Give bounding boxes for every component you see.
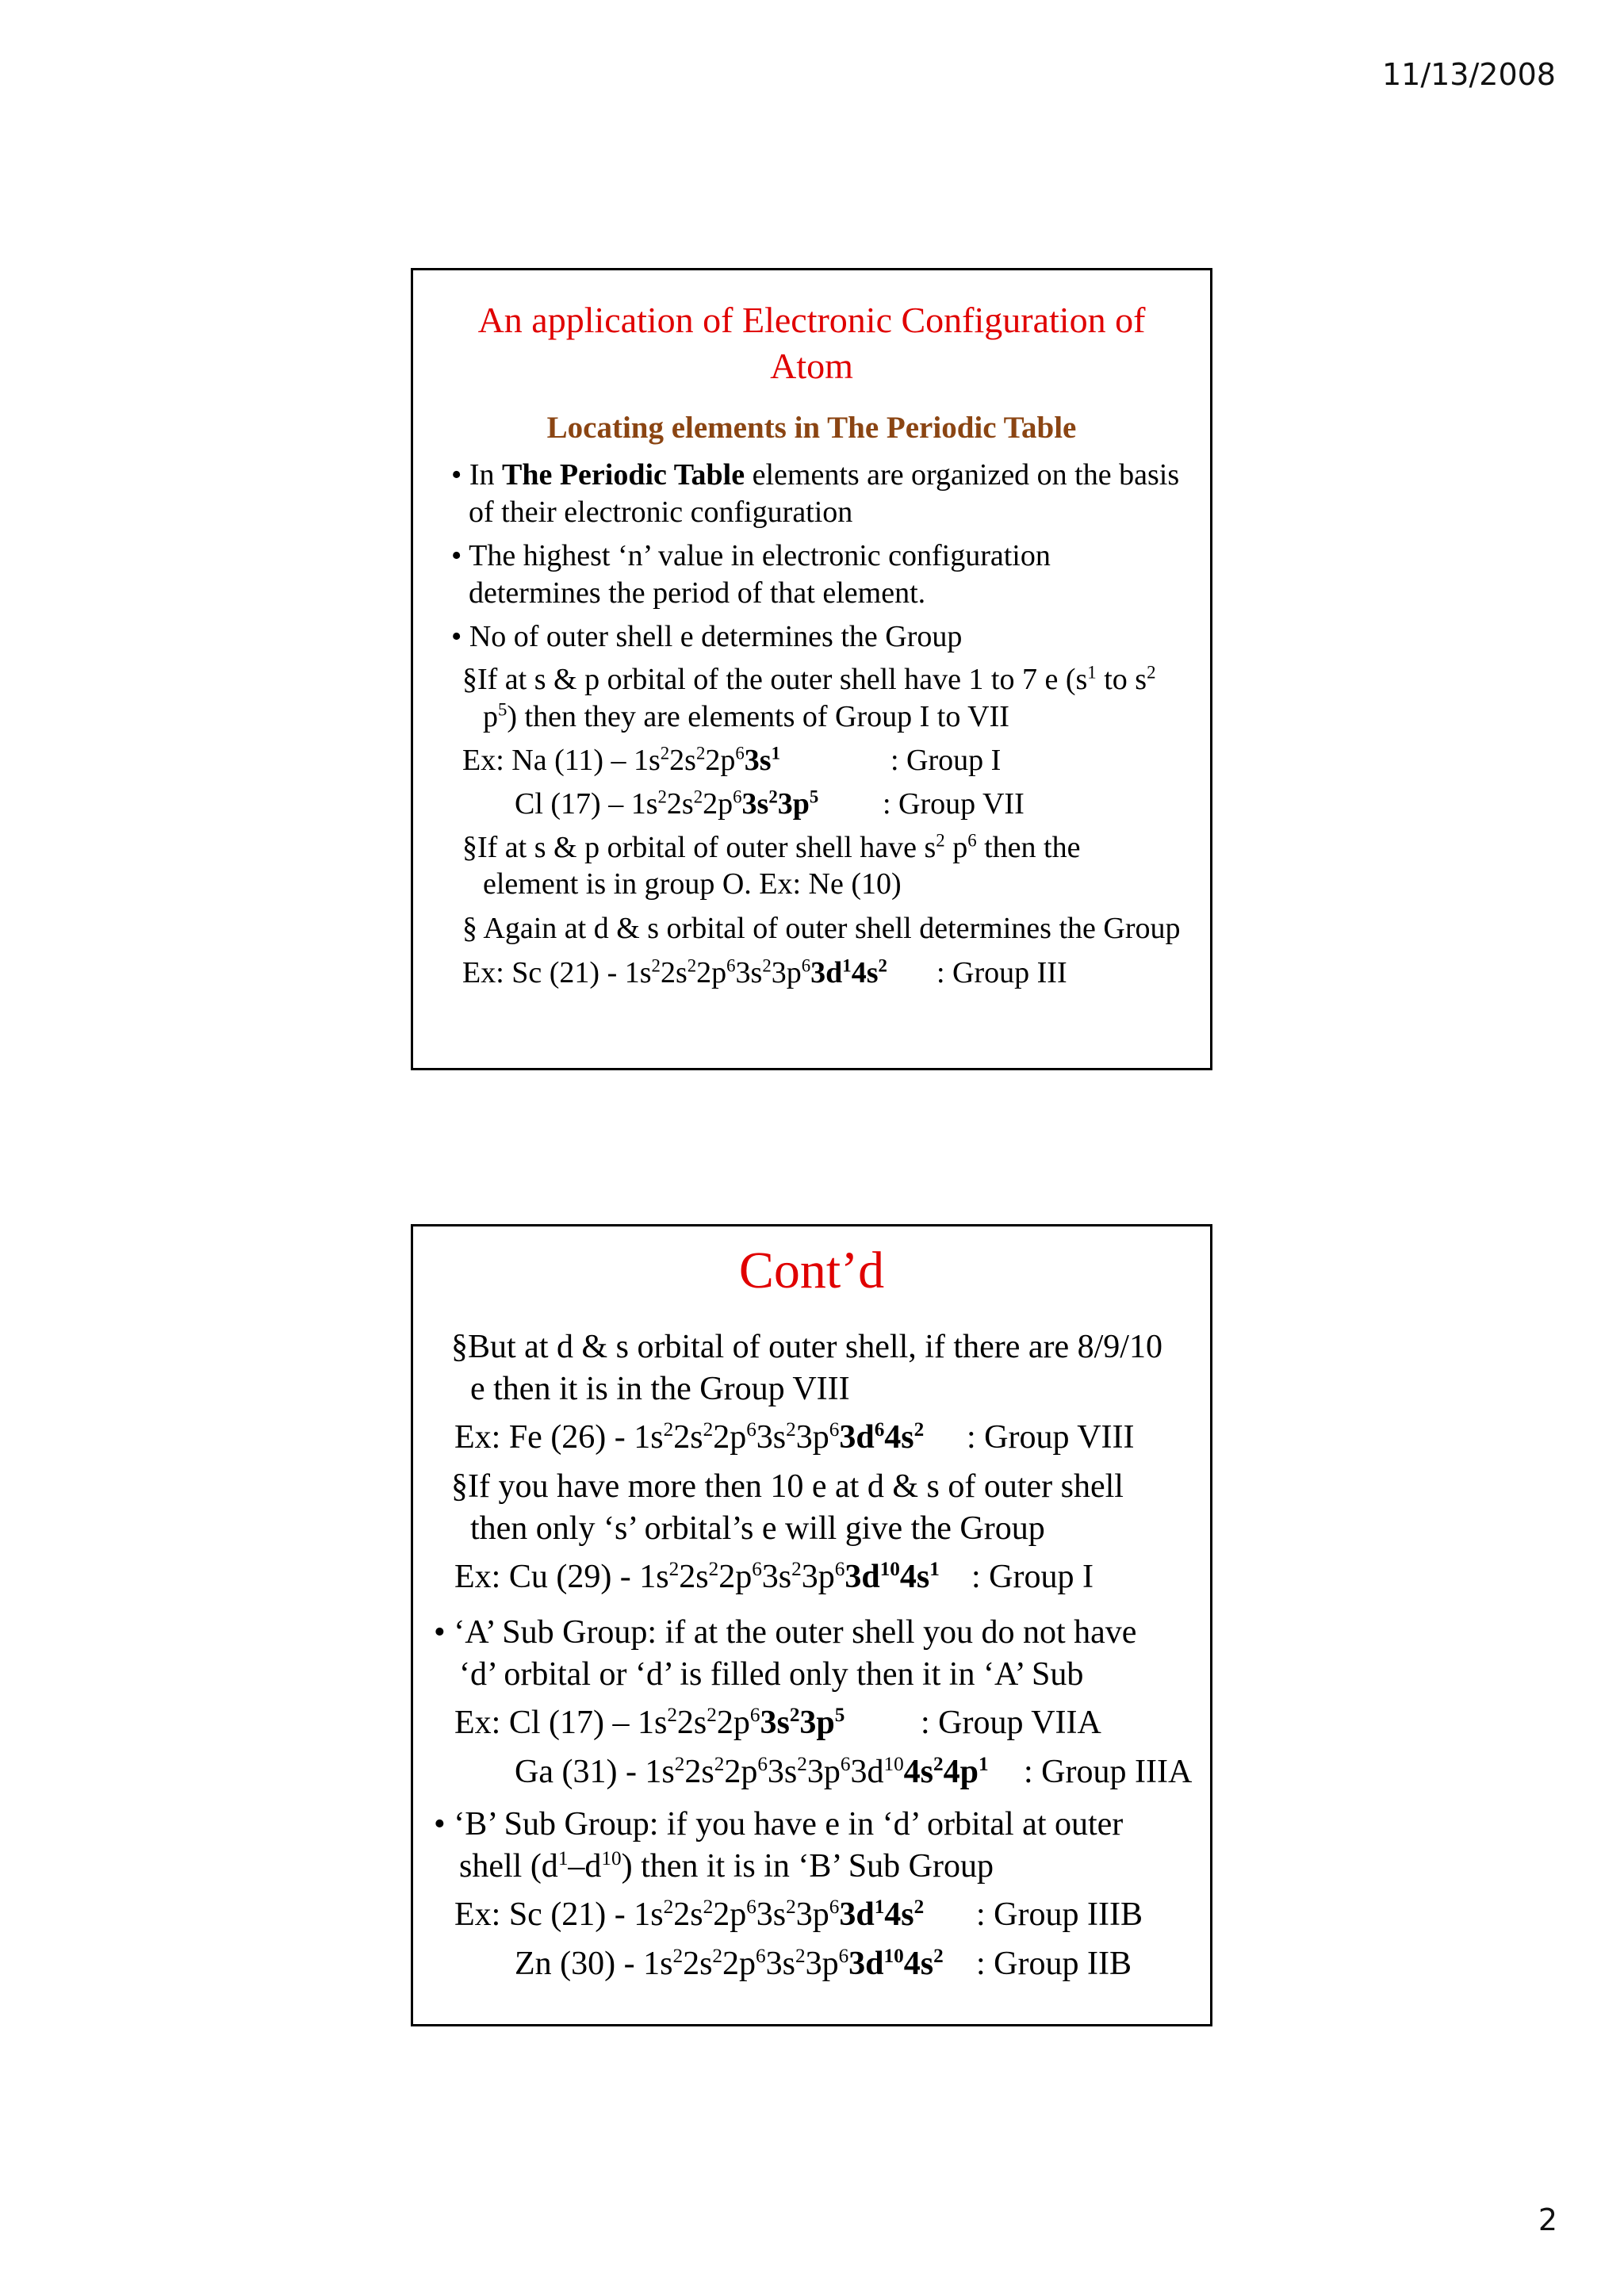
group-label: : Group I bbox=[971, 1559, 1094, 1595]
bullet-a-sub-group-line-2: ‘d’ orbital or ‘d’ is filled only then it in ‘A’ Sub bbox=[459, 1656, 1084, 1693]
group-label: : Group IIB bbox=[976, 1946, 1132, 1982]
text: 2p bbox=[724, 1754, 758, 1790]
example-scandium-iiib bbox=[454, 1896, 924, 1934]
example-sodium bbox=[462, 743, 780, 778]
text: The highest ‘n’ value in electronic configuration bbox=[469, 539, 1051, 572]
sup: 6 bbox=[801, 955, 811, 976]
text: If at s & p orbital of outer shell have s bbox=[477, 831, 936, 864]
bullet-outer-shell bbox=[451, 619, 962, 654]
sup: 2 bbox=[786, 1419, 796, 1441]
sup: 6 bbox=[746, 1419, 756, 1441]
bold-text: 3s bbox=[741, 787, 769, 821]
sup: 6 bbox=[733, 786, 742, 807]
sup: 6 bbox=[840, 1754, 851, 1775]
text: Ex: Sc (21) - 1s bbox=[454, 1896, 664, 1933]
text: In bbox=[469, 458, 502, 492]
bullet-highest-n-line-2: determines the period of that element. bbox=[469, 576, 926, 610]
sub-point-group-viii-line-2: e then it is in the Group VIII bbox=[470, 1371, 850, 1407]
text: p bbox=[944, 831, 968, 864]
sup: 10 bbox=[601, 1848, 622, 1869]
text: to s bbox=[1096, 663, 1147, 696]
bold-text: 3s bbox=[760, 1705, 790, 1741]
section-marker: § bbox=[462, 831, 477, 864]
text: 3s bbox=[756, 1896, 787, 1933]
bullet-marker: • bbox=[434, 1806, 446, 1843]
text: Again at d & s orbital of outer shell determines the Group bbox=[477, 912, 1181, 945]
sup: 10 bbox=[879, 1559, 900, 1580]
sup: 2 bbox=[768, 786, 778, 807]
sup: 6 bbox=[829, 1419, 840, 1441]
sub-point-group-viii bbox=[451, 1328, 1162, 1366]
slide-1 bbox=[411, 268, 1212, 1070]
text: Ex: Na (11) – 1s bbox=[462, 744, 661, 777]
example-gallium bbox=[515, 1753, 989, 1791]
slide-2 bbox=[411, 1224, 1212, 2026]
sup: 2 bbox=[651, 955, 661, 976]
section-marker: § bbox=[451, 1468, 468, 1505]
bullet-periodic-table bbox=[451, 457, 1179, 492]
sup: 1 bbox=[771, 743, 780, 763]
text: shell (d bbox=[459, 1848, 558, 1885]
text: 2p bbox=[722, 1946, 756, 1982]
text: 2s bbox=[666, 787, 694, 821]
sup: 2 bbox=[791, 1559, 802, 1580]
text: 2p bbox=[705, 744, 736, 777]
sup: 2 bbox=[703, 1419, 714, 1441]
text: 3p bbox=[795, 1896, 829, 1933]
sup: 6 bbox=[752, 1559, 762, 1580]
sup: 5 bbox=[498, 699, 508, 720]
sup: 2 bbox=[695, 743, 706, 763]
sub-point-group-zero-line-2: element is in group O. Ex: Ne (10) bbox=[483, 867, 902, 901]
text: 3p bbox=[805, 1946, 839, 1982]
text: 2p bbox=[713, 1896, 747, 1933]
sub-point-more-than-ten bbox=[451, 1468, 1124, 1506]
sup: 6 bbox=[756, 1946, 766, 1967]
bold-text: 4s bbox=[903, 1754, 934, 1790]
sup: 2 bbox=[668, 1559, 680, 1580]
text: Ga (31) - 1s bbox=[515, 1754, 675, 1790]
text: 3s bbox=[735, 956, 763, 989]
sub-point-d-s-orbital bbox=[462, 911, 1180, 946]
group-label: : Group IIIA bbox=[1024, 1754, 1193, 1790]
sup: 6 bbox=[834, 1559, 845, 1580]
sup: 2 bbox=[674, 1754, 685, 1775]
sup: 1 bbox=[874, 1896, 885, 1918]
sup: 10 bbox=[883, 1946, 904, 1967]
sup: 2 bbox=[708, 1559, 719, 1580]
text: If at s & p orbital of the outer shell have 1 to 7 e (s bbox=[477, 663, 1088, 696]
bold-text: 3d bbox=[839, 1896, 875, 1933]
sup: 6 bbox=[735, 743, 745, 763]
sup: 2 bbox=[797, 1754, 807, 1775]
sub-point-more-than-ten-line-2: then only ‘s’ orbital’s e will give the Group bbox=[470, 1510, 1045, 1547]
page-number: 2 bbox=[1538, 2202, 1557, 2237]
bold-text: 3d bbox=[845, 1559, 880, 1595]
bold-text: 4p bbox=[943, 1754, 979, 1790]
text: then the bbox=[976, 831, 1081, 864]
sup: 5 bbox=[809, 786, 819, 807]
text: 2s bbox=[673, 1419, 703, 1456]
text: 3d bbox=[850, 1754, 884, 1790]
example-iron bbox=[454, 1418, 924, 1456]
sup: 1 bbox=[557, 1848, 569, 1869]
text: 3p bbox=[771, 956, 802, 989]
text: ‘B’ Sub Group: if you have e in ‘d’ orbital at outer bbox=[454, 1806, 1124, 1843]
sup: 2 bbox=[933, 1754, 944, 1775]
sup: 1 bbox=[1087, 662, 1097, 683]
bold-text: 3p bbox=[777, 787, 810, 821]
text: 2p bbox=[703, 787, 733, 821]
slide-1-subtitle: Locating elements in The Periodic Table bbox=[546, 411, 1077, 445]
bold-text: 4s bbox=[903, 1946, 934, 1982]
slide-2-title: Cont’d bbox=[738, 1242, 885, 1299]
example-chlorine bbox=[515, 786, 818, 821]
text: 3p bbox=[801, 1559, 835, 1595]
sub-point-s-p-orbital bbox=[462, 662, 1155, 697]
sup: 2 bbox=[795, 1946, 806, 1967]
sup: 2 bbox=[712, 1946, 723, 1967]
text: 2s bbox=[669, 744, 696, 777]
sup: 2 bbox=[914, 1896, 925, 1918]
sup: 2 bbox=[1147, 662, 1156, 683]
bold-text: 3d bbox=[848, 1946, 884, 1982]
sup: 2 bbox=[789, 1705, 800, 1726]
text: p bbox=[483, 700, 498, 733]
sup: 2 bbox=[933, 1946, 944, 1967]
sup: 6 bbox=[874, 1419, 885, 1441]
sup: 2 bbox=[936, 830, 945, 851]
sup: 6 bbox=[829, 1896, 840, 1918]
text: ) then they are elements of Group I to VII bbox=[507, 700, 1009, 733]
text: 3s bbox=[761, 1559, 792, 1595]
sup: 6 bbox=[838, 1946, 849, 1967]
sup: 1 bbox=[978, 1754, 989, 1775]
bullet-a-sub-group bbox=[434, 1613, 1136, 1651]
sup: 2 bbox=[878, 955, 887, 976]
text: But at d & s orbital of outer shell, if there are 8/9/10 bbox=[468, 1329, 1162, 1365]
example-chlorine-viia bbox=[454, 1704, 845, 1742]
text: Cl (17) – 1s bbox=[515, 787, 658, 821]
text: –d bbox=[568, 1848, 602, 1885]
group-label: : Group VII bbox=[883, 787, 1025, 821]
bold-text: 4s bbox=[884, 1419, 914, 1456]
text: Ex: Cl (17) – 1s bbox=[454, 1705, 668, 1741]
sup: 2 bbox=[660, 743, 670, 763]
bullet-marker: • bbox=[451, 458, 462, 492]
bold-text: 4s bbox=[851, 956, 879, 989]
bold-text: 3d bbox=[839, 1419, 875, 1456]
example-copper bbox=[454, 1558, 940, 1596]
text: Ex: Sc (21) - 1s bbox=[462, 956, 652, 989]
text: 2p bbox=[713, 1419, 747, 1456]
sup: 2 bbox=[667, 1705, 677, 1726]
text: Ex: Fe (26) - 1s bbox=[454, 1419, 664, 1456]
sup: 6 bbox=[757, 1754, 768, 1775]
bold-text: 4s bbox=[899, 1559, 930, 1595]
text: 2s bbox=[679, 1559, 709, 1595]
text: ‘A’ Sub Group: if at the outer shell you do not have bbox=[454, 1614, 1137, 1651]
text: 3p bbox=[795, 1419, 829, 1456]
text: 3p bbox=[806, 1754, 841, 1790]
sup: 6 bbox=[749, 1705, 760, 1726]
sup: 2 bbox=[672, 1946, 684, 1967]
bold-text: The Periodic Table bbox=[501, 458, 745, 492]
text: No of outer shell e determines the Group bbox=[469, 620, 963, 653]
sup: 6 bbox=[746, 1896, 756, 1918]
slide-1-title-line-2: Atom bbox=[770, 346, 853, 386]
text: elements are organized on the basis bbox=[745, 458, 1180, 492]
sup: 2 bbox=[714, 1754, 725, 1775]
text: 3s bbox=[756, 1419, 787, 1456]
text: Zn (30) - 1s bbox=[515, 1946, 673, 1982]
bullet-highest-n bbox=[451, 538, 1051, 573]
sup: 2 bbox=[703, 1896, 714, 1918]
text: ) then it is in ‘B’ Sub Group bbox=[621, 1848, 994, 1885]
group-label: : Group VIII bbox=[967, 1419, 1135, 1456]
text: Ex: Cu (29) - 1s bbox=[454, 1559, 669, 1595]
example-scandium bbox=[462, 955, 887, 990]
sup: 2 bbox=[707, 1705, 717, 1726]
group-label: : Group IIIB bbox=[976, 1896, 1143, 1933]
sup: 6 bbox=[726, 955, 736, 976]
section-marker: § bbox=[451, 1329, 468, 1365]
sup: 2 bbox=[693, 786, 703, 807]
sup: 2 bbox=[657, 786, 667, 807]
bullet-periodic-table-line-2: of their electronic configuration bbox=[469, 496, 853, 529]
text: 3s bbox=[767, 1754, 798, 1790]
section-marker: § bbox=[462, 663, 477, 696]
example-zinc bbox=[515, 1945, 944, 1983]
bold-text: 3s bbox=[744, 744, 772, 777]
text: 2s bbox=[660, 956, 688, 989]
text: 2s bbox=[684, 1754, 714, 1790]
bullet-marker: • bbox=[451, 539, 462, 572]
section-marker: § bbox=[462, 912, 477, 945]
text: If you have more then 10 e at d & s of outer shell bbox=[468, 1468, 1124, 1505]
bullet-marker: • bbox=[434, 1614, 446, 1651]
group-label: : Group III bbox=[936, 956, 1067, 989]
sup: 2 bbox=[762, 955, 772, 976]
text: 2p bbox=[718, 1559, 753, 1595]
sup: 2 bbox=[663, 1419, 674, 1441]
sup: 2 bbox=[663, 1896, 674, 1918]
sup: 2 bbox=[914, 1419, 925, 1441]
bullet-b-sub-group-line-2 bbox=[459, 1847, 994, 1885]
text: 2s bbox=[676, 1705, 707, 1741]
bold-text: 3d bbox=[810, 956, 843, 989]
slide-1-title-line-1: An application of Electronic Configuration of bbox=[477, 300, 1146, 340]
bullet-b-sub-group bbox=[434, 1805, 1123, 1843]
sup: 5 bbox=[834, 1705, 845, 1726]
text: 2s bbox=[673, 1896, 703, 1933]
bold-text: 3p bbox=[799, 1705, 835, 1741]
bullet-marker: • bbox=[451, 620, 462, 653]
text: 2s bbox=[683, 1946, 713, 1982]
sup: 10 bbox=[883, 1754, 904, 1775]
text: 2p bbox=[716, 1705, 750, 1741]
sup: 1 bbox=[929, 1559, 940, 1580]
text: 3s bbox=[765, 1946, 795, 1982]
text: 2p bbox=[696, 956, 727, 989]
sup: 2 bbox=[786, 1896, 796, 1918]
header-date: 11/13/2008 bbox=[1381, 57, 1556, 92]
group-label: : Group VIIA bbox=[921, 1705, 1101, 1741]
sub-point-s-p-orbital-line-2 bbox=[483, 699, 1009, 734]
sup: 6 bbox=[967, 830, 977, 851]
bold-text: 4s bbox=[884, 1896, 914, 1933]
sub-point-group-zero bbox=[462, 830, 1080, 865]
sup: 2 bbox=[687, 955, 697, 976]
group-label: : Group I bbox=[891, 744, 1002, 777]
sup: 1 bbox=[842, 955, 852, 976]
